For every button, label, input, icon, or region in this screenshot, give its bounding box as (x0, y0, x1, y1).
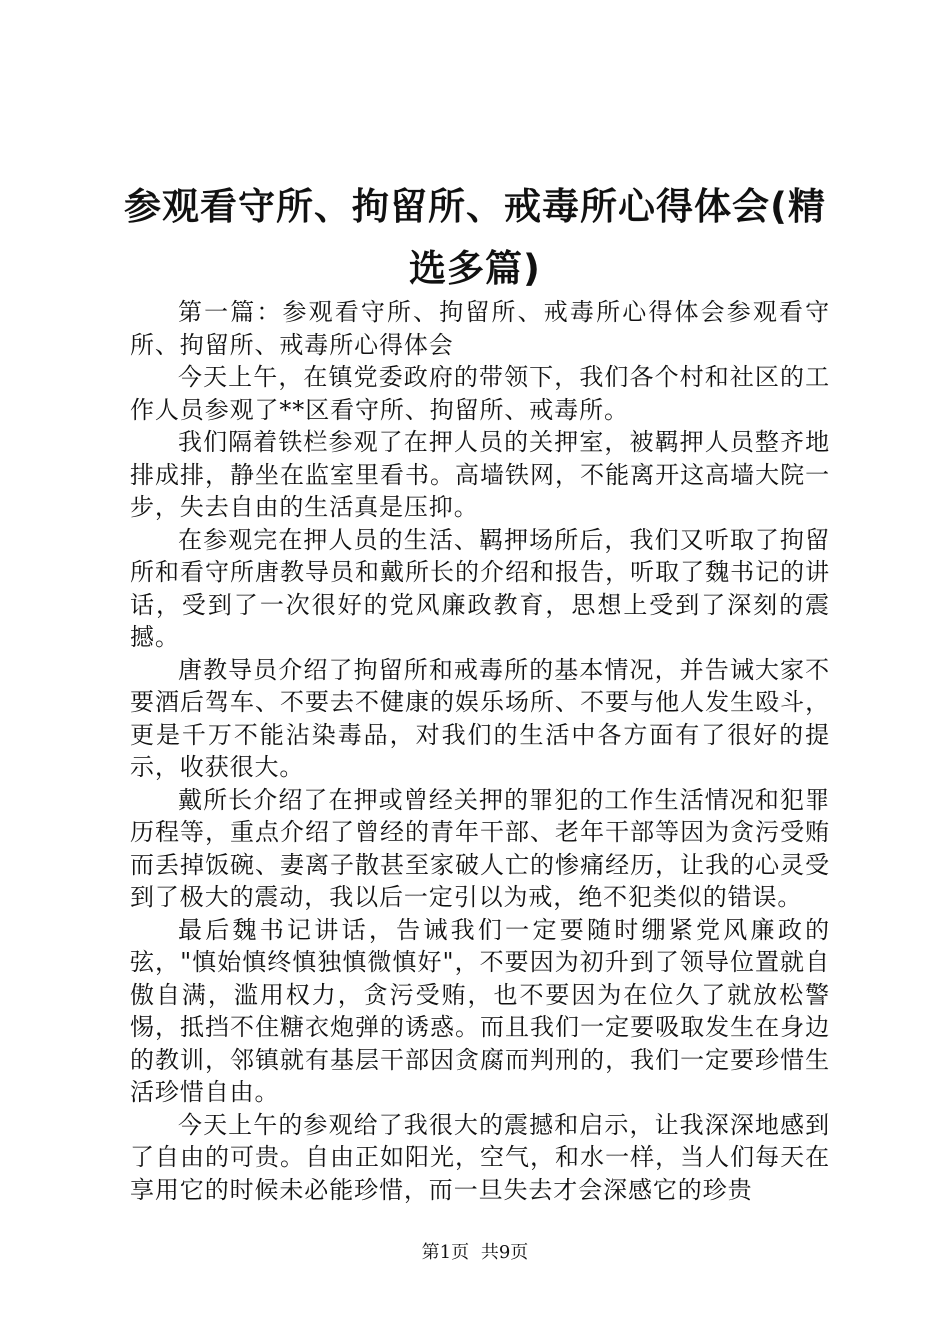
page-number: 第1页 (421, 1242, 470, 1263)
paragraph: 在参观完在押人员的生活、羁押场所后，我们又听取了拘留所和看守所唐教导员和戴所长的介绍和报告，听取了魏书记的讲话，受到了一次很好的党风廉政教育，思想上受到了深刻的震撼。 (130, 525, 830, 651)
paragraph: 今天上午的参观给了我很大的震撼和启示，让我深深地感到了自由的可贵。自由正如阳光，空气，和水一样，当人们每天在享用它的时候未必能珍惜，而一旦失去才会深感它的珍贵 (130, 1110, 830, 1204)
page-total: 共9页 (480, 1242, 529, 1263)
paragraph: 第一篇：参观看守所、拘留所、戒毒所心得体会参观看守所、拘留所、戒毒所心得体会 (130, 298, 830, 359)
paragraph: 唐教导员介绍了拘留所和戒毒所的基本情况，并告诫大家不要酒后驾车、不要去不健康的娱乐场所、不要与他人发生殴斗，更是千万不能沾染毒品，对我们的生活中各方面有了很好的提示，收获很大。 (130, 655, 830, 781)
paragraph: 戴所长介绍了在押或曾经关押的罪犯的工作生活情况和犯罪历程等，重点介绍了曾经的青年干部、老年干部等因为贪污受贿而丢掉饭碗、妻离子散甚至家破人亡的惨痛经历，让我的心灵受到了极大的震动，我以后一定引以为戒，绝不犯类似的错误。 (130, 785, 830, 911)
document-title: 参观看守所、拘留所、戒毒所心得体会(精选多篇) (124, 185, 826, 290)
paragraph: 最后魏书记讲话，告诫我们一定要随时绷紧党风廉政的弦，"慎始慎终慎独慎微慎好"，不要因为初升到了领导位置就自傲自满，滥用权力，贪污受贿，也不要因为在位久了就放松警惕，抵挡不住糖衣炮弹的诱惑。而且我们一定要吸取发生在身边的教训，邻镇就有基层干部因贪腐而判刑的，我们一定要珍惜生活珍惜自由。 (130, 915, 830, 1106)
paragraph: 今天上午，在镇党委政府的带领下，我们各个村和社区的工作人员参观了**区看守所、拘留所、戒毒所。 (130, 363, 830, 424)
paragraph: 我们隔着铁栏参观了在押人员的关押室，被羁押人员整齐地排成排，静坐在监室里看书。高墙铁网，不能离开这高墙大院一步，失去自由的生活真是压抑。 (130, 428, 830, 521)
document-body (130, 296, 830, 1206)
page-footer (0, 1241, 950, 1265)
